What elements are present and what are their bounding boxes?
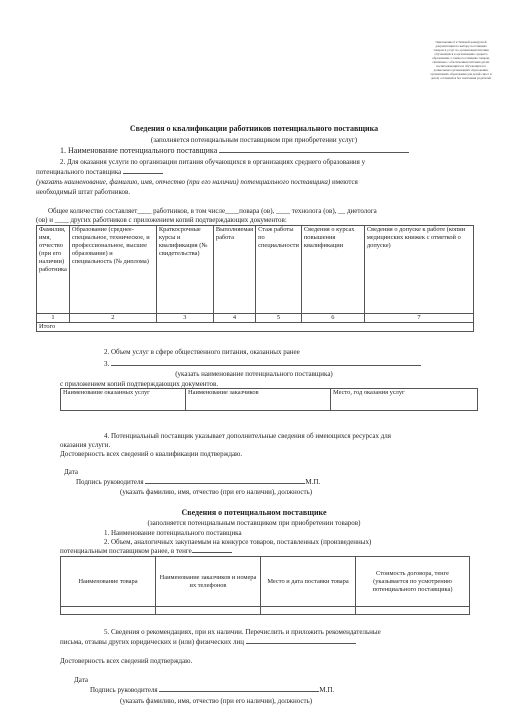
s2-confirm: Достоверность всех сведений о квалификации подтверждаю. bbox=[60, 450, 243, 458]
header-cell: Наименование товара bbox=[61, 557, 156, 607]
header-cell: Наименование заказчиков bbox=[186, 389, 331, 411]
s3-item1: 1. Наименование потенциального поставщика bbox=[104, 529, 242, 537]
s3-sign: Подпись руководителя М.П. bbox=[90, 686, 335, 694]
services-header-row bbox=[61, 389, 478, 411]
header-cell: Сведения о курсах повышения квалификации bbox=[301, 226, 364, 314]
section3-subtitle: (заполняется потенциальным поставщиком при приобретении товаров) bbox=[147, 519, 361, 527]
s1-staff-line1: Общее количество составляет____ работников, в том числе____повара (ов), ____ технолога (ов), __ диетолога bbox=[48, 207, 377, 215]
s2-date: Дата bbox=[64, 468, 78, 476]
number-cell: 7 bbox=[364, 314, 473, 323]
s2-item2: 2. Объем услуг в сфере общественного питания, оказанных ранее bbox=[104, 348, 300, 356]
header-cell: Место и дата поставки товара bbox=[261, 557, 356, 607]
s1-item2b: потенциального поставщика bbox=[36, 168, 163, 176]
header-cell: Наименование заказчиков и номера их телефонов bbox=[156, 557, 261, 607]
header-cell: Выполняемая работа bbox=[213, 226, 255, 314]
s3-date: Дата bbox=[74, 676, 88, 684]
s3-item5a: 5. Сведения о рекомендациях, при их наличии. Перечислить и приложить рекомендательные bbox=[104, 628, 381, 636]
s1-staff-line2: (ов) и ____ других работников с приложением копий подтверждающих документов: bbox=[36, 216, 287, 224]
section3-title: Сведения о потенциальном поставщике bbox=[181, 508, 327, 517]
goods-table bbox=[60, 556, 470, 615]
s3-item2b: потенциальным поставщиком ранее, в тенге bbox=[60, 547, 232, 555]
s2-item3: 3. bbox=[104, 360, 421, 368]
total-cell: Итого bbox=[37, 323, 474, 332]
s2-item4a: 4. Потенциальный поставщик указывает дополнительные сведения об имеющихся ресурсах для bbox=[104, 432, 391, 440]
number-cell: 6 bbox=[301, 314, 364, 323]
header-cell: Сведения о допуске к работе (копии медицинских книжек с отметкой о допуске) bbox=[364, 226, 473, 314]
appendix-note: Приложение 6 к Типовой конкурсной документации по выбору поставщика товаров и услуг по организации питания обучающихся в организациях среднего образования, а также поставщика товаров, связанных с обеспечением питания детей, воспитывающихся и обучающихся в дошкольных организациях образования, организациях образования для детей-сирот и детей, оставшихся без попечения родителей bbox=[430, 40, 492, 80]
header-cell: Стоимость договора, тенге (указывается по усмотрению потенциального поставщика) bbox=[356, 557, 470, 607]
s2-item4b: оказания услуги. bbox=[60, 441, 111, 449]
s2-sign: Подпись руководителя М.П. bbox=[76, 478, 321, 486]
s2-sign-caption: (указать фамилию, имя, отчество (при его наличии), должность) bbox=[120, 488, 313, 496]
goods-header-row bbox=[61, 557, 470, 607]
header-cell: Образование (среднее-специальное, техническое, и профессиональное, высшее образование) и специальность (№ диплома) bbox=[69, 226, 156, 314]
s3-sign-caption: (указать фамилию, имя, отчество (при его наличии), должность) bbox=[120, 697, 313, 705]
header-cell: Стаж работы по специальности bbox=[256, 226, 302, 314]
s3-item2: 2. Объем, аналогичных закупаемым на конкурсе товаров, поставленных (произведенных) bbox=[104, 538, 372, 546]
s1-item2d: необходимый штат работников. bbox=[36, 188, 131, 196]
header-cell: Место, год оказания услуг bbox=[331, 389, 478, 411]
table-header-row bbox=[37, 226, 474, 314]
number-cell: 4 bbox=[213, 314, 255, 323]
s2-caption: (указать наименование потенциального поставщика) bbox=[175, 370, 333, 378]
table-total-row bbox=[37, 323, 474, 332]
section1-title: Сведения о квалификации работников потенциального поставщика bbox=[129, 124, 379, 133]
table-number-row bbox=[37, 314, 474, 323]
header-cell: Фамилия, имя, отчество (при его наличии) работника bbox=[37, 226, 70, 314]
s2-attach: с приложением копий подтверждающих документов. bbox=[60, 380, 219, 388]
goods-empty-row bbox=[61, 607, 470, 615]
s1-item2a: 2. Для оказания услуги по организации питания обучающихся в организациях среднего образования у bbox=[60, 158, 366, 166]
number-cell: 1 bbox=[37, 314, 70, 323]
number-cell: 3 bbox=[156, 314, 213, 323]
header-cell: Краткосрочные курсы и квалификация (№ свидетельства) bbox=[156, 226, 213, 314]
qualification-table bbox=[36, 225, 474, 332]
header-cell: Наименование оказанных услуг bbox=[61, 389, 186, 411]
number-cell: 5 bbox=[256, 314, 302, 323]
s3-item5b: письма, отзывы других юридических и (или) физических лиц bbox=[60, 638, 356, 646]
s1-item2c: (указать наименование, фамилию, имя, отчество (при его наличии) потенциального поставщика) имеются bbox=[36, 178, 358, 186]
number-cell: 2 bbox=[69, 314, 156, 323]
s1-item1: 1. Наименование потенциального поставщика bbox=[60, 146, 409, 155]
section1-subtitle: (заполняется потенциальным поставщиком при приобретении услуг) bbox=[150, 136, 358, 144]
services-table bbox=[60, 388, 478, 411]
s3-confirm: Достоверность всех сведений подтверждаю. bbox=[60, 657, 193, 665]
